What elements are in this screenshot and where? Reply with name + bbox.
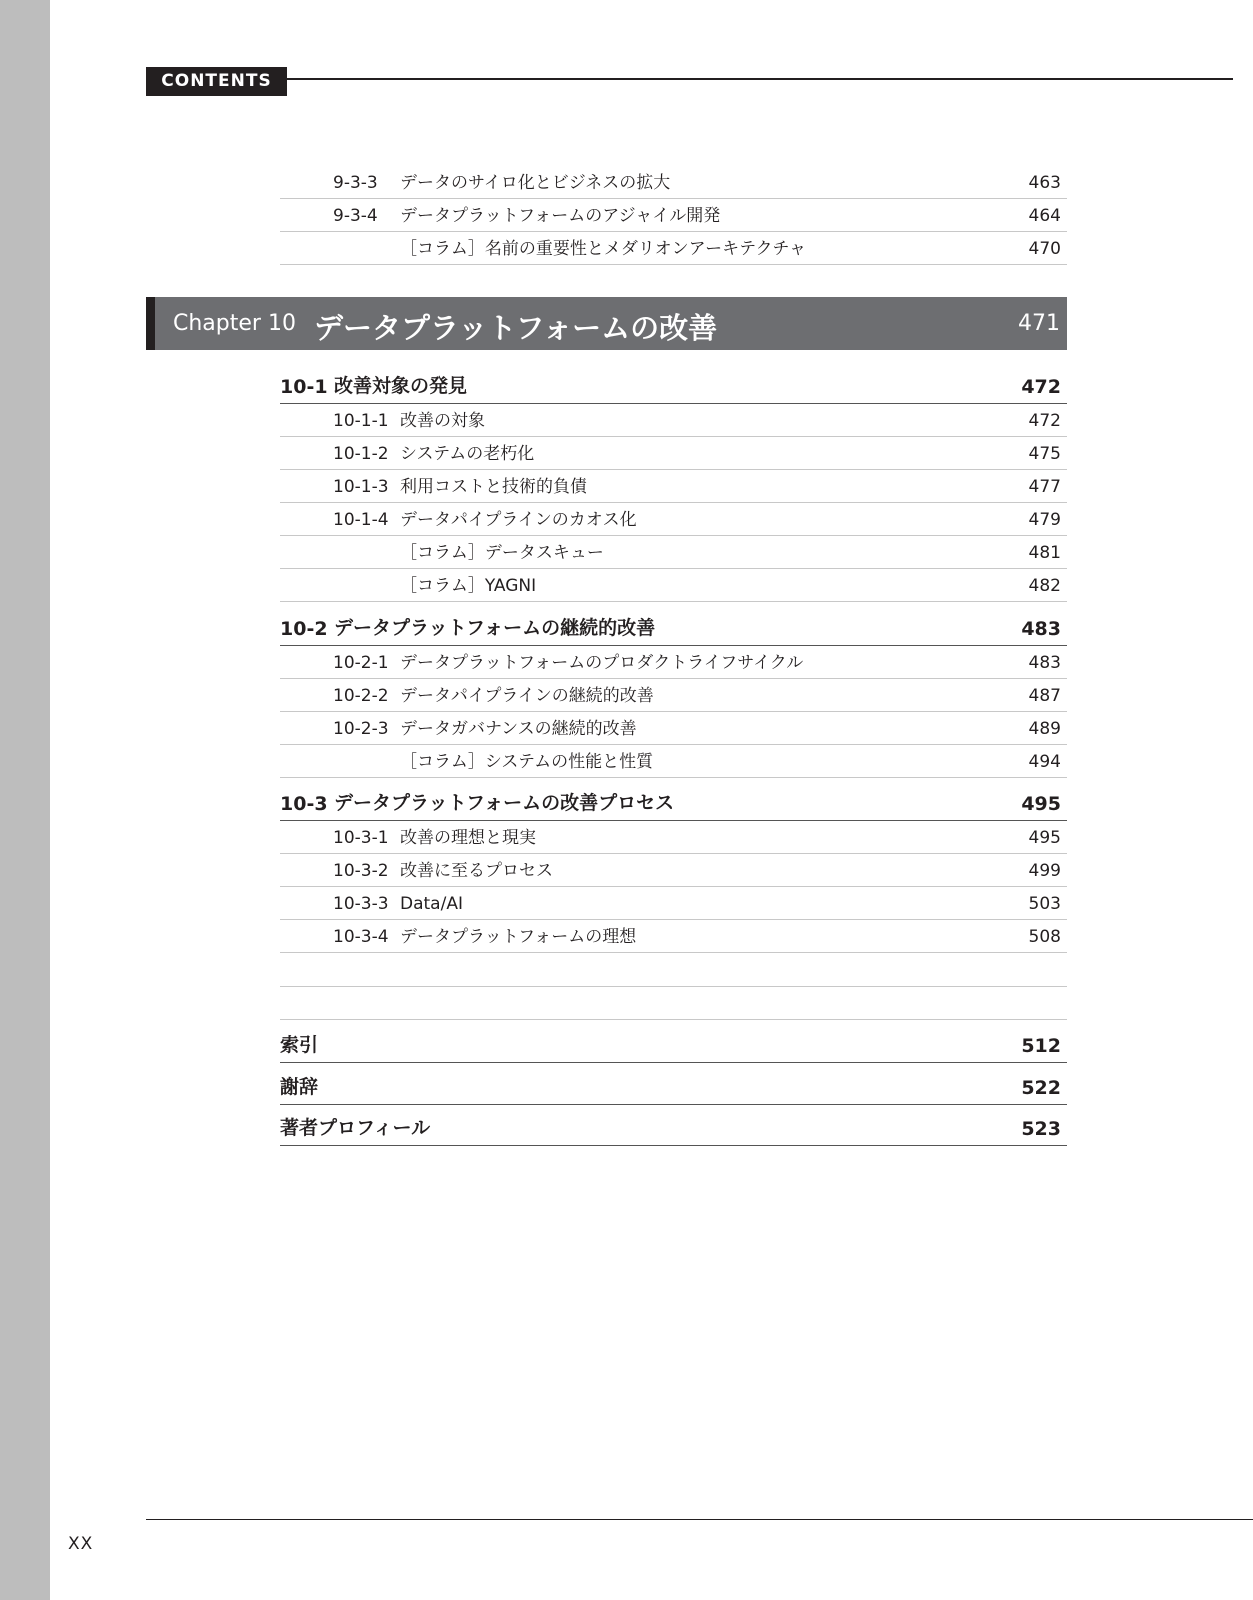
entry-page: 503 xyxy=(1028,894,1061,914)
chapter-page: 471 xyxy=(1018,311,1060,336)
back-matter-page: 523 xyxy=(1021,1118,1061,1140)
entry-page: 482 xyxy=(1028,576,1061,596)
toc-column-entry[interactable] xyxy=(280,536,1067,569)
entry-page: 481 xyxy=(1028,543,1061,563)
contents-header-rule xyxy=(287,78,1233,80)
entry-number: 10-1-4 xyxy=(333,510,389,530)
toc-entry[interactable] xyxy=(280,470,1067,503)
entry-number: 10-1-1 xyxy=(333,411,389,431)
entry-title: データパイプラインのカオス化 xyxy=(400,510,637,530)
section-number: 10-3 xyxy=(280,793,328,815)
section-page: 472 xyxy=(1021,376,1061,398)
toc-entry[interactable] xyxy=(280,821,1067,854)
empty-rule-line xyxy=(280,1019,1067,1020)
entry-title: ［コラム］システムの性能と性質 xyxy=(400,752,654,772)
toc-section-entry[interactable] xyxy=(280,371,1067,404)
entry-number: 9-3-4 xyxy=(333,206,378,226)
entry-page: 487 xyxy=(1028,686,1061,706)
section-page: 495 xyxy=(1021,793,1061,815)
section-number: 10-1 xyxy=(280,376,328,398)
section-title: データプラットフォームの改善プロセス xyxy=(334,792,675,814)
entry-number: 10-1-3 xyxy=(333,477,389,497)
toc-entry[interactable] xyxy=(280,679,1067,712)
toc-entry[interactable] xyxy=(280,854,1067,887)
entry-page: 470 xyxy=(1028,239,1061,259)
entry-page: 508 xyxy=(1028,927,1061,947)
entry-page: 475 xyxy=(1028,444,1061,464)
toc-entry[interactable] xyxy=(280,437,1067,470)
section-title: データプラットフォームの継続的改善 xyxy=(334,617,656,639)
entry-title: データプラットフォームのプロダクトライフサイクル xyxy=(400,653,804,673)
entry-page: 479 xyxy=(1028,510,1061,530)
toc-entry[interactable] xyxy=(280,166,1067,199)
entry-page: 463 xyxy=(1028,173,1061,193)
toc-section-entry[interactable] xyxy=(280,788,1067,821)
entry-page: 472 xyxy=(1028,411,1061,431)
entry-title: データプラットフォームの理想 xyxy=(400,927,637,947)
entry-title: ［コラム］名前の重要性とメダリオンアーキテクチャ xyxy=(400,239,806,259)
back-matter-page: 512 xyxy=(1021,1035,1061,1057)
entry-number: 10-3-2 xyxy=(333,861,389,881)
entry-number: 10-2-2 xyxy=(333,686,389,706)
left-margin-band xyxy=(0,0,50,1600)
entry-number: 10-1-2 xyxy=(333,444,389,464)
contents-header-label: CONTENTS xyxy=(146,67,287,96)
back-matter-title: 索引 xyxy=(280,1034,319,1056)
entry-page: 477 xyxy=(1028,477,1061,497)
toc-entry[interactable] xyxy=(280,887,1067,920)
section-number: 10-2 xyxy=(280,618,328,640)
entry-number: 10-3-1 xyxy=(333,828,389,848)
back-matter-title: 著者プロフィール xyxy=(280,1117,431,1139)
entry-title: データのサイロ化とビジネスの拡大 xyxy=(400,173,671,193)
chapter-label: Chapter 10 xyxy=(173,311,296,336)
back-matter-title: 謝辞 xyxy=(280,1076,319,1098)
toc-back-matter-entry[interactable] xyxy=(280,1104,1067,1146)
entry-page: 483 xyxy=(1028,653,1061,673)
entry-number: 10-3-3 xyxy=(333,894,389,914)
entry-title: ［コラム］データスキュー xyxy=(400,543,604,563)
chapter-accent-stripe xyxy=(146,297,155,350)
toc-entry[interactable] xyxy=(280,404,1067,437)
entry-page: 494 xyxy=(1028,752,1061,772)
entry-title: 利用コストと技術的負債 xyxy=(400,477,587,497)
entry-title: データパイプラインの継続的改善 xyxy=(400,686,654,706)
entry-title: データガバナンスの継続的改善 xyxy=(400,719,637,739)
section-title: 改善対象の発見 xyxy=(334,375,468,397)
toc-entry[interactable] xyxy=(280,646,1067,679)
entry-title: 改善に至るプロセス xyxy=(400,861,553,881)
toc-entry[interactable] xyxy=(280,503,1067,536)
toc-entry[interactable] xyxy=(280,920,1067,953)
entry-number: 9-3-3 xyxy=(333,173,378,193)
toc-back-matter-entry[interactable] xyxy=(280,1021,1067,1063)
section-page: 483 xyxy=(1021,618,1061,640)
toc-column-entry[interactable] xyxy=(280,745,1067,778)
entry-page: 464 xyxy=(1028,206,1061,226)
toc-entry[interactable] xyxy=(280,712,1067,745)
toc-section-entry[interactable] xyxy=(280,613,1067,646)
entry-page: 489 xyxy=(1028,719,1061,739)
toc-back-matter-entry[interactable] xyxy=(280,1063,1067,1105)
chapter-heading-bar[interactable] xyxy=(146,297,1067,350)
back-matter-page: 522 xyxy=(1021,1077,1061,1099)
chapter-title: データプラットフォームの改善 xyxy=(314,311,718,345)
entry-title: 改善の理想と現実 xyxy=(400,828,536,848)
toc-column-entry[interactable] xyxy=(280,569,1067,602)
entry-number: 10-2-3 xyxy=(333,719,389,739)
page-folio: XX xyxy=(68,1534,94,1554)
entry-title: Data/AI xyxy=(400,894,463,914)
entry-title: システムの老朽化 xyxy=(400,444,535,464)
entry-title: 改善の対象 xyxy=(400,411,485,431)
entry-number: 10-3-4 xyxy=(333,927,389,947)
footer-rule xyxy=(146,1519,1253,1520)
empty-rule-line xyxy=(280,986,1067,987)
toc-entry[interactable] xyxy=(280,199,1067,232)
entry-page: 495 xyxy=(1028,828,1061,848)
entry-title: データプラットフォームのアジャイル開発 xyxy=(400,206,721,226)
entry-number: 10-2-1 xyxy=(333,653,389,673)
entry-page: 499 xyxy=(1028,861,1061,881)
entry-title: ［コラム］YAGNI xyxy=(400,576,537,596)
toc-column-entry[interactable] xyxy=(280,232,1067,265)
